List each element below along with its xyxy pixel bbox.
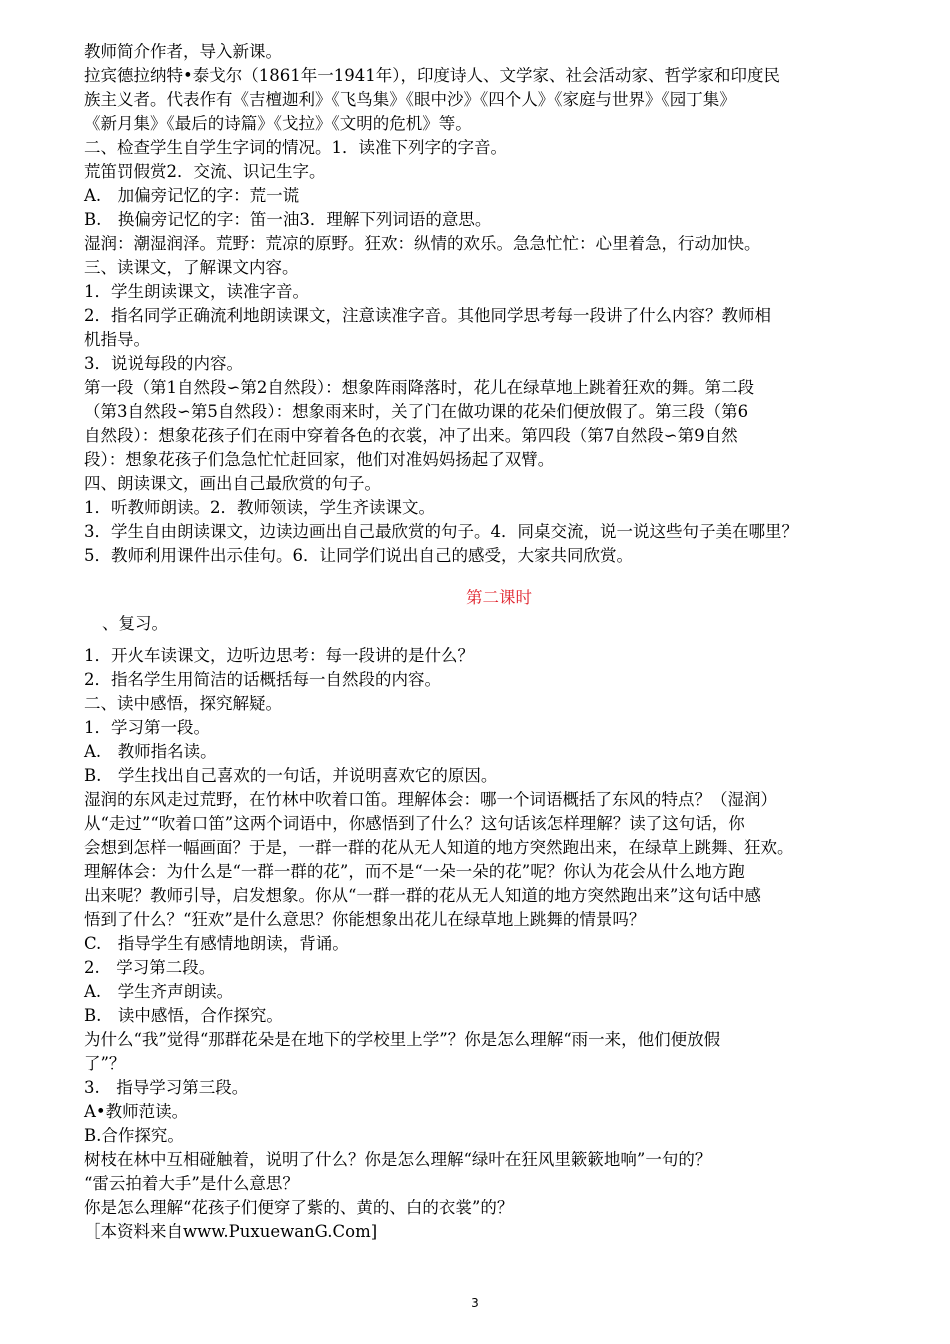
text-line: 树枝在林中互相碰触着，说明了什么？你是怎么理解“绿叶在狂风里簌簌地响”一句的？ (84, 1150, 712, 1169)
text-line: 2．指名同学正确流利地朗读课文，注意读准字音。其他同学思考每一段讲了什么内容？教师相 (84, 306, 771, 325)
text-line: 拉宾德拉纳特•泰戈尔（1861年一1941年），印度诗人、文学家、社会活动家、哲学家和印度民 (84, 66, 780, 85)
text-line: 湿润的东风走过荒野，在竹林中吹着口笛。理解体会：哪一个词语概括了东风的特点？（湿润） (84, 790, 777, 809)
text-line: 出来呢？教师引导，启发想象。你从“一群一群的花从无人知道的地方突然跑出来”这句话中感 (84, 886, 761, 905)
text-line: 1．开火车读课文，边听边思考：每一段讲的是什么？ (84, 646, 474, 665)
text-line: 从“走过”“吹着口笛”这两个词语中，你感悟到了什么？这句话该怎样理解？读了这句话，你 (84, 814, 745, 833)
text-line: 3．说说每段的内容。 (84, 354, 243, 373)
text-line: “雷云拍着大手”是什么意思？ (84, 1174, 299, 1193)
section-heading: 第二课时 (466, 588, 532, 607)
text-line: 《新月集》《最后的诗篇》《戈拉》《文明的危机》等。 (84, 114, 472, 133)
document-page (84, 40, 914, 1244)
text-line: A. 加偏旁记忆的字：荒一谎 (84, 186, 300, 205)
text-line: 为什么“我”觉得“那群花朵是在地下的学校里上学”？你是怎么理解“雨一来，他们便放假 (84, 1030, 721, 1049)
lesson-part-one (84, 40, 914, 568)
text-line: 3．学生自由朗读课文，边读边画出自己最欣赏的句子。4．同桌交流，说一说这些句子美在哪里？ (84, 522, 798, 541)
text-line: 三、读课文，了解课文内容。 (84, 258, 299, 277)
text-line: 2. 学习第二段。 (84, 958, 216, 977)
text-line: 四、朗读课文，画出自己最欣赏的句子。 (84, 474, 381, 493)
text-line: 1．学习第一段。 (84, 718, 210, 737)
text-line: C. 指导学生有感情地朗读，背诵。 (84, 934, 349, 953)
text-line: B. 读中感悟，合作探究。 (84, 1006, 283, 1025)
text-line: B. 换偏旁记忆的字：笛一油3．理解下列词语的意思。 (84, 210, 492, 229)
text-line: 第一段（第1自然段∽第2自然段）：想象阵雨降落时，花儿在绿草地上跳着狂欢的舞。第二段 (84, 378, 755, 397)
text-line: 了”？ (84, 1054, 126, 1073)
text-line: 荒笛罚假赏2．交流、识记生字。 (84, 162, 326, 181)
lesson-part-two (84, 644, 914, 1244)
text-line: A•教师范读。 (84, 1102, 189, 1121)
text-line: 段）：想象花孩子们急急忙忙赶回家，他们对准妈妈扬起了双臂。 (84, 450, 555, 469)
text-line: B. 学生找出自己喜欢的一句话，并说明喜欢它的原因。 (84, 766, 498, 785)
text-line: 二、读中感悟，探究解疑。 (84, 694, 282, 713)
text-line: 二、检查学生自学生字词的情况。1．读准下列字的字音。 (84, 138, 507, 157)
text-line: 会想到怎样一幅画面？于是，一群一群的花从无人知道的地方突然跑出来，在绿草上跳舞、狂欢。 (84, 838, 794, 857)
text-line: A. 教师指名读。 (84, 742, 217, 761)
text-line: 1．听教师朗读。2．教师领读，学生齐读课文。 (84, 498, 435, 517)
text-line: 理解体会：为什么是“一群一群的花”，而不是“一朵一朵的花”呢？你认为花会从什么地方跑 (84, 862, 745, 881)
text-line: 3. 指导学习第三段。 (84, 1078, 249, 1097)
text-line: A. 学生齐声朗读。 (84, 982, 234, 1001)
text-line: 教师简介作者，导入新课。 (84, 42, 282, 61)
text-line: 自然段）：想象花孩子们在雨中穿着各色的衣裳，冲了出来。第四段（第7自然段∽第9自然 (84, 426, 738, 445)
text-line: ［本资料来自www.PuxuewanG.Com] (84, 1222, 378, 1241)
page-number: 3 (471, 1296, 479, 1310)
text-line: B.合作探究。 (84, 1126, 184, 1145)
text-line: 机指导。 (84, 330, 150, 349)
text-line: 1．学生朗读课文，读准字音。 (84, 282, 309, 301)
review-heading: 、复习。 (102, 614, 168, 633)
text-line: 悟到了什么？“狂欢”是什么意思？你能想象出花儿在绿草地上跳舞的情景吗？ (84, 910, 646, 929)
text-line: （第3自然段∽第5自然段）：想象雨来时，关了门在做功课的花朵们便放假了。第三段（第6 (84, 402, 749, 421)
text-line: 族主义者。代表作有《吉檀迦利》《飞鸟集》《眼中沙》《四个人》《家庭与世界》《园丁集》 (84, 90, 736, 109)
text-line: 2．指名学生用简洁的话概括每一自然段的内容。 (84, 670, 441, 689)
text-line: 你是怎么理解“花孩子们便穿了紫的、黄的、白的衣裳”的？ (84, 1198, 514, 1217)
text-line: 5．教师利用课件出示佳句。6．让同学们说出自己的感受，大家共同欣赏。 (84, 546, 633, 565)
text-line: 湿润：潮湿润泽。荒野：荒凉的原野。狂欢：纵情的欢乐。急急忙忙：心里着急，行动加快。 (84, 234, 761, 253)
